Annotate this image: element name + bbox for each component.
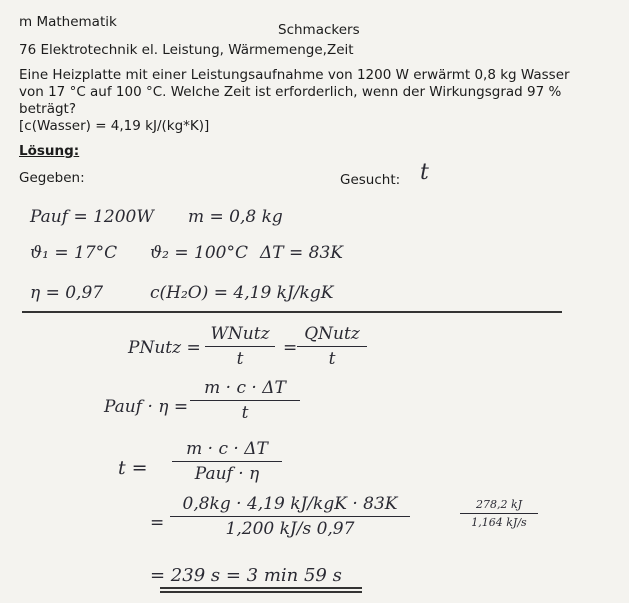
formula1-fraction1-denominator: t — [236, 349, 244, 370]
formula4-denominator: 1,200 kJ/s 0,97 — [225, 519, 355, 540]
solution-heading: Lösung: — [19, 143, 80, 159]
formula3-bar — [172, 461, 282, 462]
formula1-lhs: PNutz = — [128, 338, 201, 358]
formula3-lhs: t = — [118, 457, 148, 479]
given-eta: η = 0,97 — [30, 283, 104, 303]
brand-label: Schmackers — [278, 22, 360, 38]
task-line-3: beträgt? — [19, 101, 77, 117]
given-separator-line — [22, 311, 562, 313]
given-p-auf: Pauf = 1200W — [30, 207, 154, 227]
task-line-2: von 17 °C auf 100 °C. Welche Zeit ist erforderlich, wenn der Wirkungsgrad 97 % — [19, 84, 562, 100]
side-note-denominator: 1,164 kJ/s — [471, 516, 527, 529]
side-note-bar — [460, 513, 538, 514]
side-note-fraction — [460, 498, 538, 529]
formula2-denominator: t — [241, 403, 249, 424]
formula2-bar — [190, 400, 300, 401]
subject-label: m Mathematik — [19, 14, 117, 30]
formula2-fraction — [190, 378, 300, 423]
formula1-fraction2-numerator: QNutz — [304, 324, 360, 344]
wanted-label: Gesucht: — [340, 172, 401, 188]
formula3-fraction — [172, 439, 282, 484]
formula4-bar — [170, 516, 410, 517]
formula1-fraction2-denominator: t — [328, 349, 336, 370]
result-underline-2 — [160, 591, 362, 593]
formula1-mid: = — [283, 338, 298, 358]
task-line-4: [c(Wasser) = 4,19 kJ/(kg*K)] — [19, 118, 210, 134]
side-note-numerator: 278,2 kJ — [475, 498, 523, 511]
formula4-fraction — [170, 494, 410, 539]
given-theta2: ϑ₂ = 100°C — [150, 243, 248, 263]
given-theta1: ϑ₁ = 17°C — [30, 243, 118, 263]
task-line-1: Eine Heizplatte mit einer Leistungsaufnahme von 1200 W erwärmt 0,8 kg Wasser — [19, 67, 570, 83]
given-delta-t: ΔT = 83K — [260, 243, 343, 263]
formula1-fraction1-bar — [205, 346, 275, 347]
formula1-fraction1 — [205, 324, 275, 369]
formula1-fraction2-bar — [297, 346, 367, 347]
result-underline-1 — [160, 587, 362, 589]
task-title: 76 Elektrotechnik el. Leistung, Wärmemenge,Zeit — [19, 42, 354, 58]
formula3-numerator: m · c · ΔT — [186, 439, 268, 459]
formula2-lhs: Pauf · η = — [104, 397, 189, 417]
formula2-numerator: m · c · ΔT — [204, 378, 286, 398]
result-value: = 239 s = 3 min 59 s — [150, 565, 342, 586]
given-c-h2o: c(H₂O) = 4,19 kJ/kgK — [150, 283, 334, 303]
formula4-numerator: 0,8kg · 4,19 kJ/kgK · 83K — [182, 494, 398, 514]
given-label: Gegeben: — [19, 170, 85, 186]
wanted-value: t — [420, 160, 429, 185]
given-mass: m = 0,8 kg — [188, 207, 283, 227]
formula1-fraction2 — [297, 324, 367, 369]
formula3-denominator: Pauf · η — [194, 464, 260, 485]
formula4-eq: = — [150, 513, 165, 533]
formula1-fraction1-numerator: WNutz — [210, 324, 270, 344]
